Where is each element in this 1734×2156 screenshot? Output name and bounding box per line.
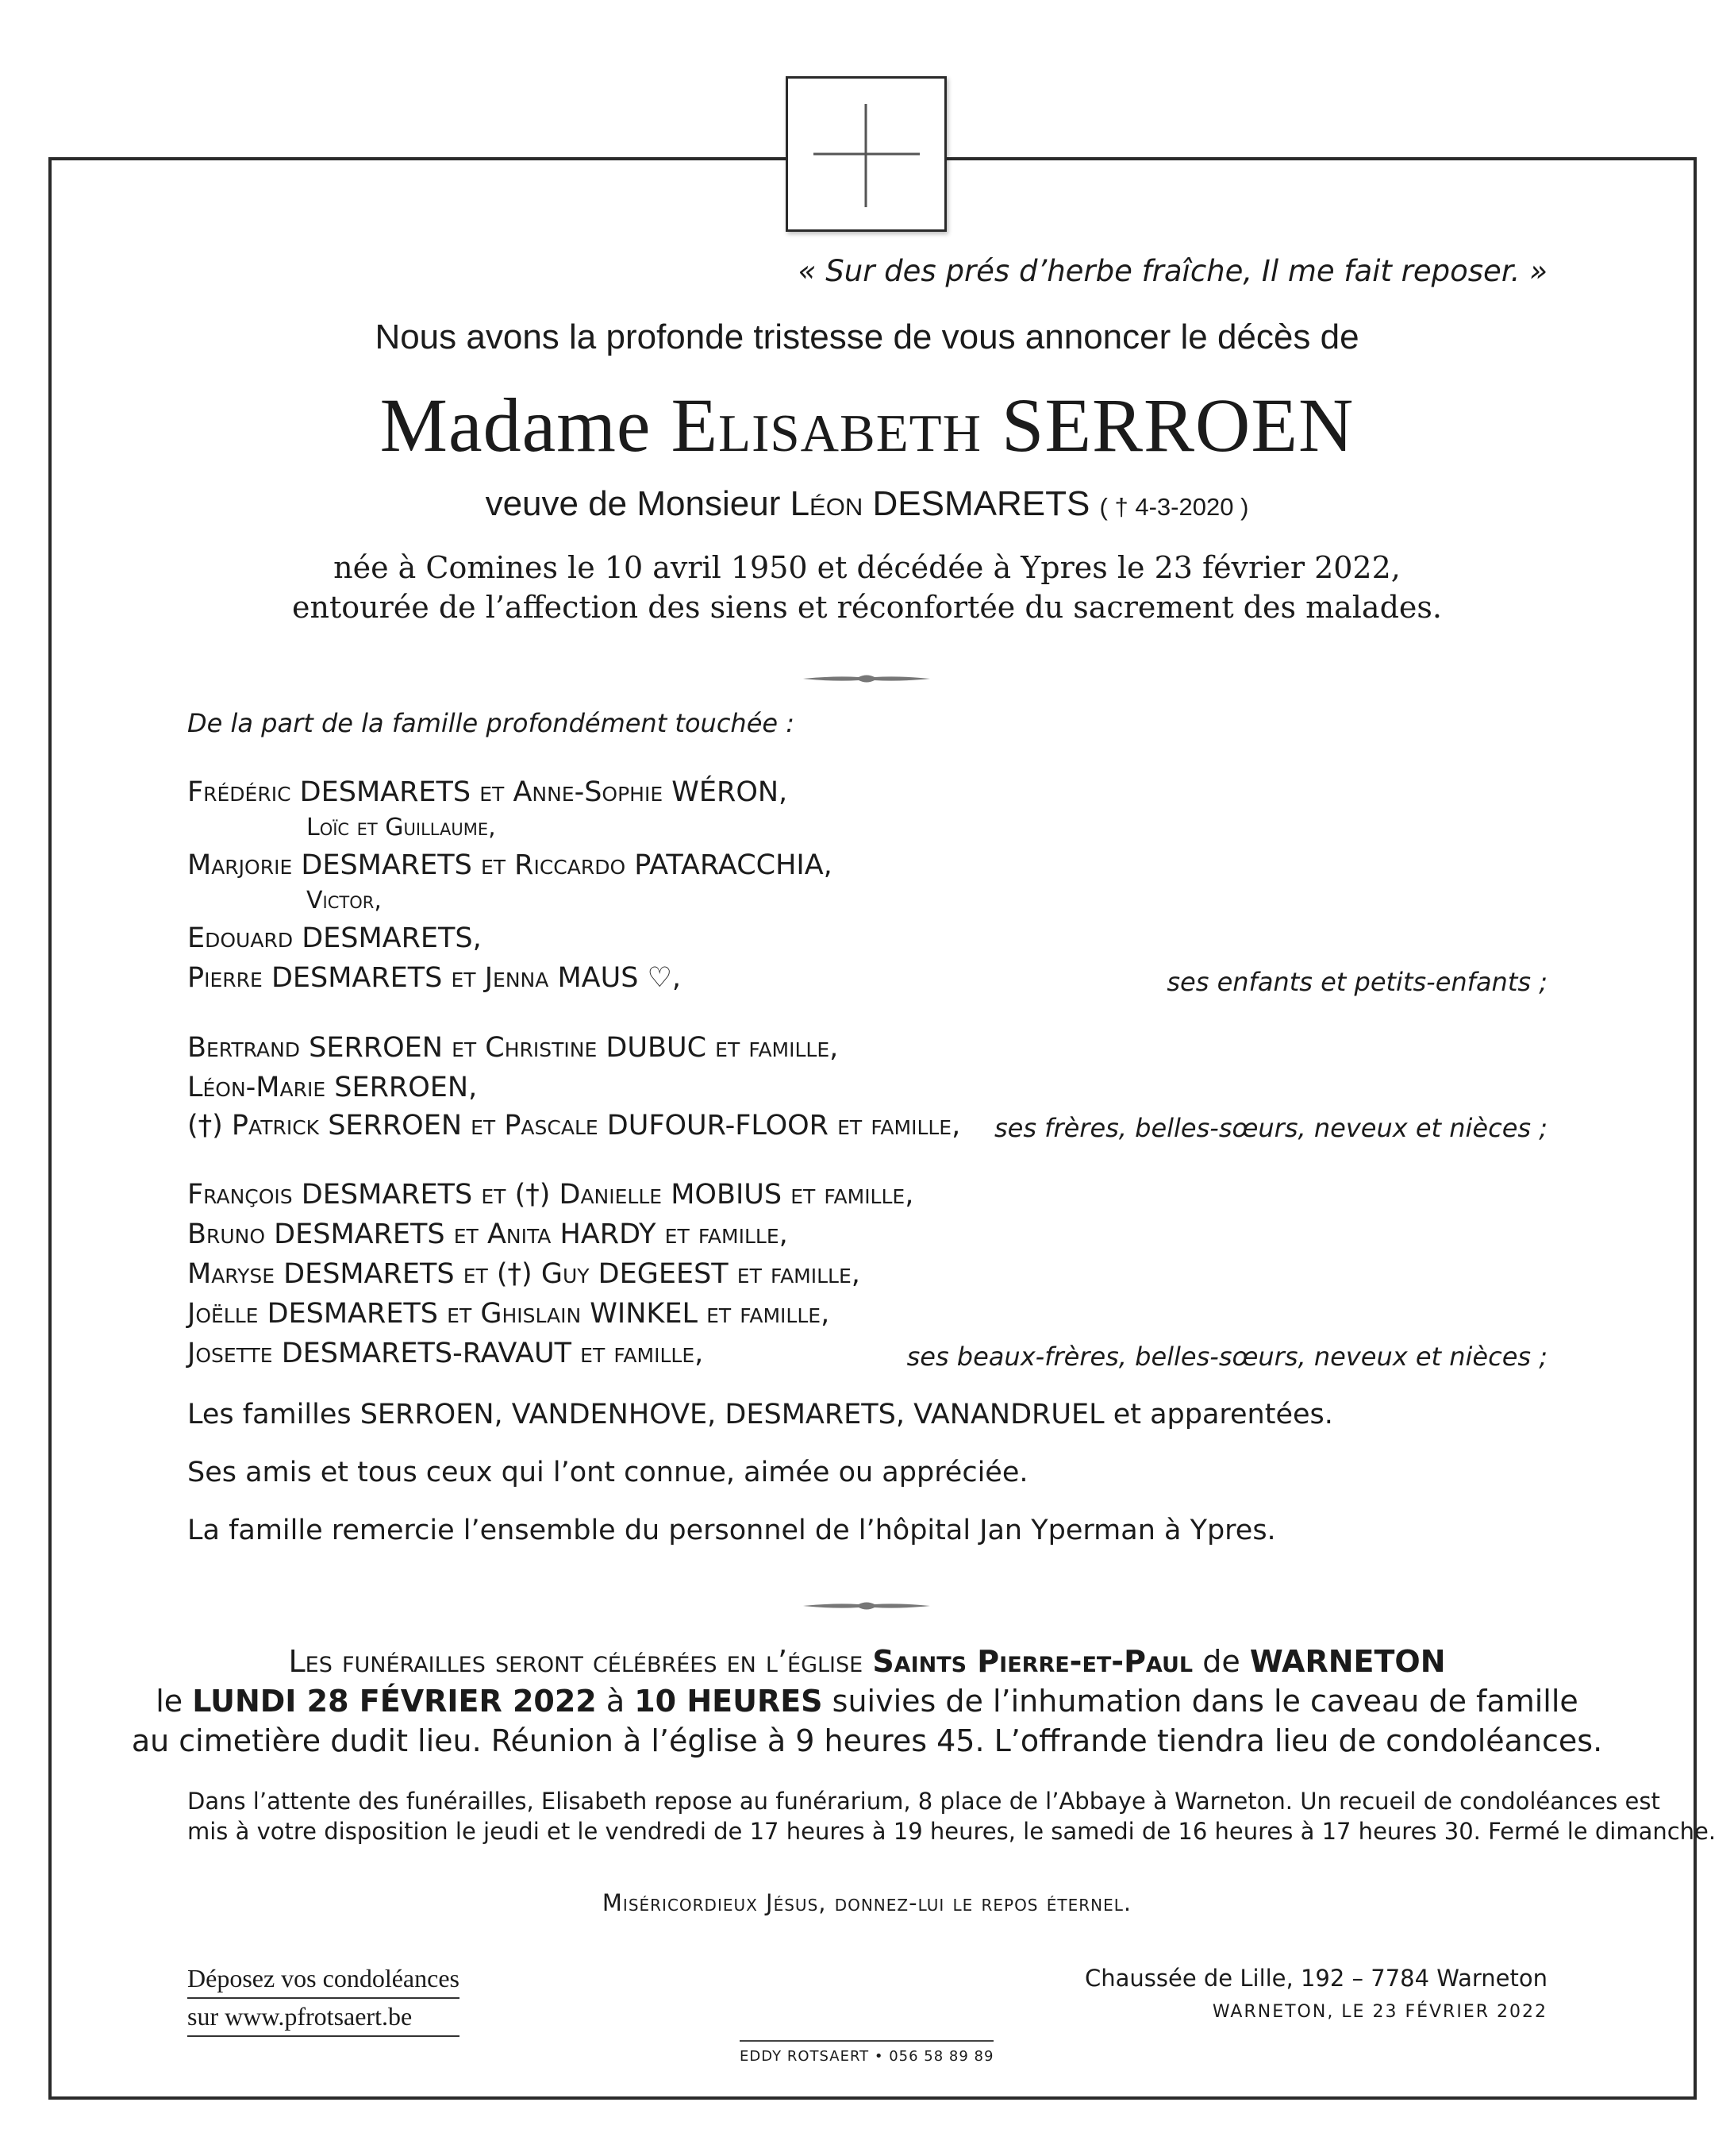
place-date: WARNETON, LE 23 FÉVRIER 2022 bbox=[1212, 2002, 1548, 2022]
birth-death-line: née à Comines le 10 avril 1950 et décédée à Ypres le 23 février 2022, bbox=[333, 550, 1401, 585]
family-line: Loïc et Guillaume, bbox=[306, 814, 496, 841]
deceased-name bbox=[0, 381, 1734, 469]
funeral-line-3: au cimetière dudit lieu. Réunion à l’église à 9 heures 45. L’offrande tiendra lieu de condoléances. bbox=[131, 1723, 1603, 1758]
relation-label: ses beaux-frères, belles-sœurs, neveux et nièces ; bbox=[906, 1342, 1548, 1372]
funeral-line-2: le LUNDI 28 FÉVRIER 2022 à 10 HEURES suivies de l’inhumation dans le caveau de famille bbox=[156, 1684, 1578, 1719]
relation-label: ses frères, belles-sœurs, neveux et nièces ; bbox=[994, 1113, 1548, 1143]
family-line: Victor, bbox=[306, 887, 382, 914]
funeral-details bbox=[0, 1642, 1734, 1761]
families-line: Les familles SERROEN, VANDENHOVE, DESMARETS, VANANDRUEL et apparentées. bbox=[187, 1399, 1333, 1430]
widow-line bbox=[0, 484, 1734, 524]
deceased-last-name: SERROEN bbox=[1001, 383, 1355, 468]
birth-death-info bbox=[0, 548, 1734, 627]
prayer-line: Miséricordieux Jésus, donnez-lui le repos éternel. bbox=[602, 1889, 1132, 1916]
ornament-divider bbox=[803, 673, 930, 684]
family-line: (†) Patrick SERROEN et Pascale DUFOUR-FLOOR et famille, bbox=[187, 1110, 961, 1142]
husband-last-name: DESMARETS bbox=[872, 484, 1090, 523]
condolences-url[interactable]: sur www.pfrotsaert.be bbox=[187, 1999, 459, 2037]
family-line: Maryse DESMARETS et (†) Guy DEGEEST et famille, bbox=[187, 1258, 860, 1290]
family-line: Léon-Marie SERROEN, bbox=[187, 1072, 478, 1103]
funerarium-info: Dans l’attente des funérailles, Elisabeth repose au funérarium, 8 place de l’Abbaye à Warneton. Un recueil de condoléances est mis à votre disposition le jeudi et le vendredi de 17 heures à 19 heures, le samedi de 16 heures à 17 heures 30. Fermé le dimanche. bbox=[187, 1788, 1717, 1845]
family-line: Frédéric DESMARETS et Anne-Sophie WÉRON, bbox=[187, 776, 788, 808]
condolences-line-1: Déposez vos condoléances bbox=[187, 1961, 459, 1999]
relation-label: ses enfants et petits-enfants ; bbox=[1167, 967, 1548, 997]
funeral-home-address: Chaussée de Lille, 192 – 7784 Warneton bbox=[1084, 1965, 1548, 1992]
widow-prefix: veuve de Monsieur bbox=[485, 484, 781, 523]
family-line: Josette DESMARETS-RAVAUT et famille, bbox=[187, 1338, 704, 1369]
condolences-link[interactable] bbox=[187, 1961, 459, 2037]
ornament-divider bbox=[803, 1600, 930, 1611]
funeral-line-1: Les funérailles seront célébrées en l’église Saints Pierre-et-Paul de WARNETON bbox=[288, 1644, 1446, 1679]
family-line: Edouard DESMARETS, bbox=[187, 922, 482, 954]
sacrament-line: entourée de l’affection des siens et réconfortée du sacrement des malades. bbox=[292, 590, 1442, 625]
cross-emblem bbox=[786, 76, 947, 232]
cross-icon bbox=[788, 79, 944, 229]
family-line: François DESMARETS et (†) Danielle MOBIUS et famille, bbox=[187, 1179, 914, 1211]
family-line: Bruno DESMARETS et Anita HARDY et famille, bbox=[187, 1219, 788, 1250]
family-line: Pierre DESMARETS et Jenna MAUS ♡, bbox=[187, 962, 682, 994]
family-line: Joëlle DESMARETS et Ghislain WINKEL et famille, bbox=[187, 1298, 830, 1330]
family-line: Marjorie DESMARETS et Riccardo PATARACCHIA, bbox=[187, 849, 832, 881]
husband-first-name: Léon bbox=[790, 484, 863, 523]
deceased-first-name: Elisabeth bbox=[671, 383, 982, 468]
friends-line: Ses amis et tous ceux qui l’ont connue, aimée ou appréciée. bbox=[187, 1457, 1028, 1488]
printer-credit: EDDY ROTSAERT • 056 58 89 89 bbox=[740, 2040, 994, 2065]
thanks-line: La famille remercie l’ensemble du personnel de l’hôpital Jan Yperman à Ypres. bbox=[187, 1515, 1276, 1546]
epigraph-quote: « Sur des prés d’herbe fraîche, Il me fait reposer. » bbox=[798, 254, 1548, 288]
deceased-title: Madame bbox=[379, 383, 652, 468]
announcement-text: Nous avons la profonde tristesse de vous annoncer le décès de bbox=[375, 318, 1359, 356]
family-intro: De la part de la famille profondément touchée : bbox=[187, 708, 795, 738]
family-line: Bertrand SERROEN et Christine DUBUC et famille, bbox=[187, 1032, 839, 1064]
husband-death-date: ( † 4-3-2020 ) bbox=[1099, 493, 1249, 521]
